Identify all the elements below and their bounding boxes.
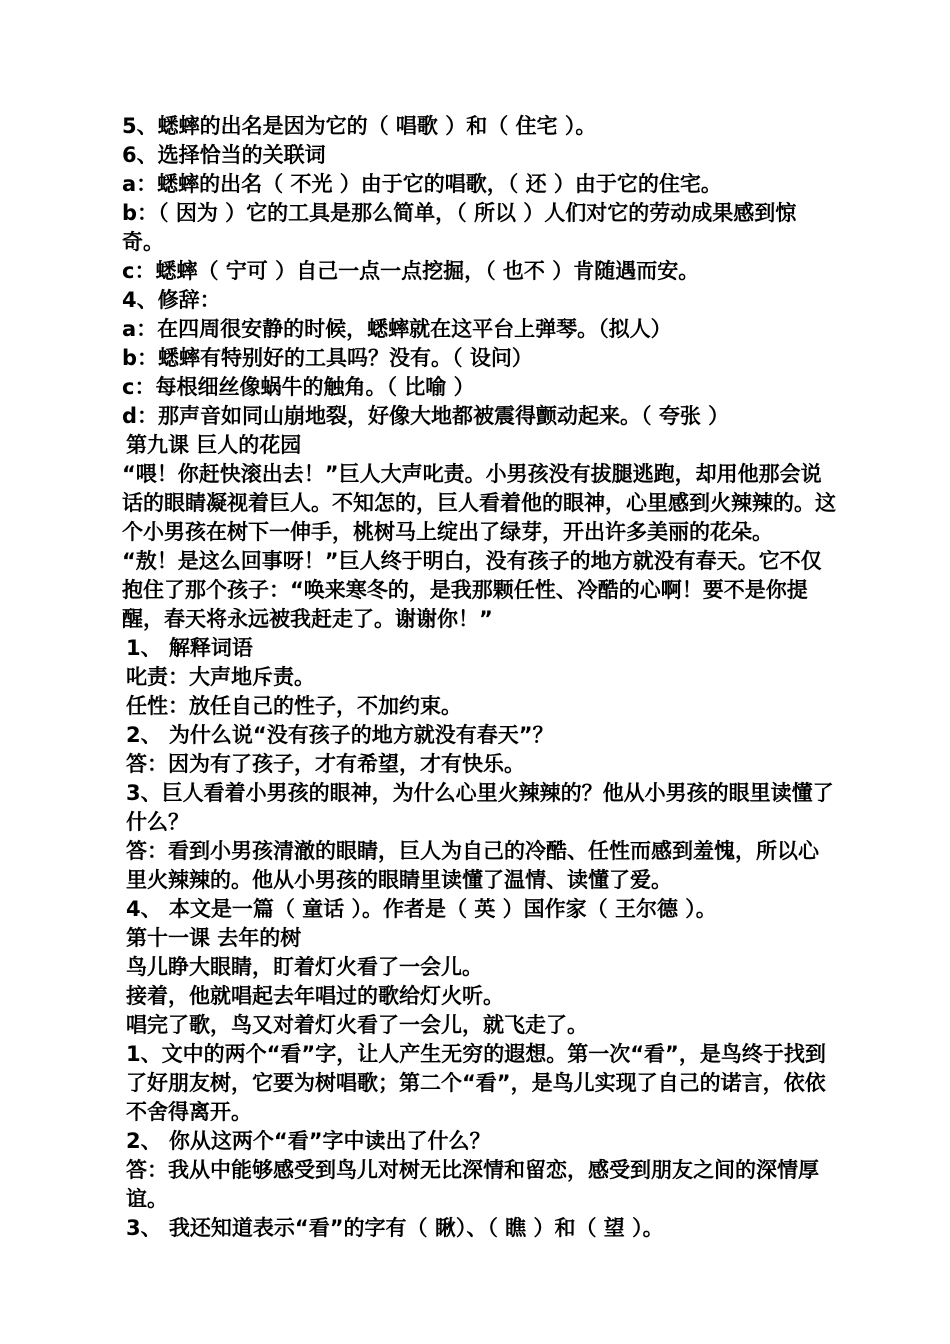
lesson-heading: 第九课 巨人的花园 <box>126 433 302 457</box>
text-line: 6、选择恰当的关联词 <box>122 143 326 167</box>
text-line: 答：因为有了孩子，才有希望，才有快乐。 <box>126 752 525 776</box>
text-line: 2、 你从这两个“看”字中读出了什么？ <box>126 1129 491 1153</box>
text-line: a：蟋蟀的出名（ 不光 ）由于它的唱歌，（ 还 ）由于它的住宅。 <box>122 172 722 196</box>
text-line: b：蟋蟀有特别好的工具吗？没有。（ 设问） <box>122 346 533 370</box>
text-paragraph: “敖！是这么回事呀！”巨人终于明白，没有孩子的地方就没有春天。它不仅抱住了那个孩子：“唤来寒冬的，是我那颗任性、冷酷的心啊！要不是你提醒，春天将永远被我赶走了。谢谢你！” <box>122 549 822 631</box>
text-paragraph: 1、文中的两个“看”字，让人产生无穷的遐想。第一次“看”，是鸟终于找到了好朋友树，它要为树唱歌；第二个“看”，是鸟儿实现了自己的诺言，依依不舍得离开。 <box>126 1042 826 1124</box>
text-line: 2、 为什么说“没有孩子的地方就没有春天”？ <box>126 723 554 747</box>
text-line: 叱责：大声地斥责。 <box>126 665 315 689</box>
text-line: c：蟋蟀（ 宁可 ）自己一点一点挖掘，（ 也不 ）肯随遇而安。 <box>122 259 700 283</box>
text-line: a：在四周很安静的时候，蟋蟀就在这平台上弹琴。（拟人） <box>122 317 672 341</box>
text-line: 1、 解释词语 <box>126 636 253 660</box>
text-line: 鸟儿睁大眼睛，盯着灯火看了一会儿。 <box>126 955 483 979</box>
text-line: 4、 本文是一篇（ 童话 ）。作者是（ 英 ）国作家（ 王尔德 ）。 <box>126 897 717 921</box>
text-paragraph: b：（ 因为 ）它的工具是那么简单，（ 所以 ）人们对它的劳动成果感到惊奇。 <box>122 201 797 254</box>
text-line: 接着，他就唱起去年唱过的歌给灯火听。 <box>126 984 504 1008</box>
text-paragraph: 3、巨人看着小男孩的眼神，为什么心里火辣辣的？他从小男孩的眼里读懂了什么？ <box>126 781 834 834</box>
text-line: c：每根细丝像蜗牛的触角。（ 比喻 ） <box>122 375 475 399</box>
text-line: 3、 我还知道表示“看”的字有（ 瞅）、（ 瞧 ）和（ 望 ）。 <box>126 1216 664 1240</box>
document-page <box>116 112 836 1243</box>
text-paragraph: 答：看到小男孩清澈的眼睛，巨人为自己的冷酷、任性而感到羞愧，所以心里火辣辣的。他从小男孩的眼睛里读懂了温情、读懂了爱。 <box>126 839 819 892</box>
text-paragraph: 答：我从中能够感受到鸟儿对树无比深情和留恋，感受到朋友之间的深情厚谊。 <box>126 1158 819 1211</box>
text-line: d：那声音如同山崩地裂，好像大地都被震得颤动起来。（ 夸张 ） <box>122 404 730 428</box>
text-line: 任性：放任自己的性子，不加约束。 <box>126 694 462 718</box>
text-line: 4、修辞： <box>122 288 221 312</box>
text-line: 唱完了歌，鸟又对着灯火看了一会儿，就飞走了。 <box>126 1013 588 1037</box>
text-paragraph: “喂！你赶快滚出去！”巨人大声叱责。小男孩没有拔腿逃跑，却用他那会说话的眼睛凝视着巨人。不知怎的，巨人看着他的眼神，心里感到火辣辣的。这个小男孩在树下一伸手，桃树马上绽出了绿芽，开出许多美丽的花朵。 <box>122 462 836 544</box>
text-line: 5、蟋蟀的出名是因为它的（ 唱歌 ）和（ 住宅 ）。 <box>122 114 597 138</box>
lesson-heading: 第十一课 去年的树 <box>126 926 302 950</box>
